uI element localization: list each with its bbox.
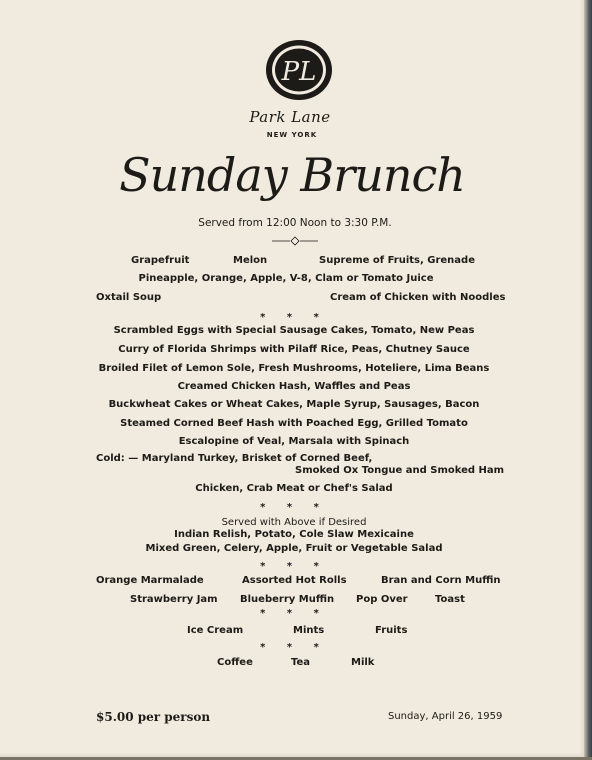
item-oxtail-soup: Oxtail Soup <box>96 292 162 303</box>
sides-greens: Mixed Green, Celery, Apple, Fruit or Vegetable Salad <box>145 543 443 554</box>
separator-stars: * * * <box>260 312 328 323</box>
item-cream-of-chicken: Cream of Chicken with Noodles <box>330 292 506 303</box>
main-item: Buckwheat Cakes or Wheat Cakes, Maple Syrup, Sausages, Bacon <box>108 399 480 410</box>
main-item: Scrambled Eggs with Special Sausage Cakes, Tomato, New Peas <box>113 325 475 336</box>
separator-stars: * * * <box>260 642 328 653</box>
cold-line-1: Cold: — Maryland Turkey, Brisket of Corned Beef, <box>96 453 373 464</box>
item-hot-rolls: Assorted Hot Rolls <box>242 575 347 586</box>
item-milk: Milk <box>351 657 375 668</box>
page-edge <box>584 0 592 760</box>
menu-title: Sunday Brunch <box>119 148 465 202</box>
main-item: Curry of Florida Shrimps with Pilaff Rice, Peas, Chutney Sauce <box>118 344 470 355</box>
item-grapefruit: Grapefruit <box>131 255 190 266</box>
item-melon: Melon <box>233 255 268 266</box>
item-tea: Tea <box>291 657 311 668</box>
main-item: Escalopine of Veal, Marsala with Spinach <box>178 436 410 447</box>
item-fruits: Fruits <box>375 625 408 636</box>
item-strawberry-jam: Strawberry Jam <box>130 594 218 605</box>
item-juices: Pineapple, Orange, Apple, V-8, Clam or Tomato Juice <box>138 273 434 284</box>
item-salad: Chicken, Crab Meat or Chef's Salad <box>195 483 393 494</box>
ornament-divider-icon <box>272 236 318 246</box>
park-lane-monogram-logo <box>264 38 334 102</box>
main-item: Creamed Chicken Hash, Waffles and Peas <box>177 381 411 392</box>
item-blueberry-muffin: Blueberry Muffin <box>240 594 335 605</box>
brand-name: Park Lane <box>249 108 331 126</box>
item-mints: Mints <box>293 625 325 636</box>
item-bran-corn-muffin: Bran and Corn Muffin <box>381 575 501 586</box>
item-ice-cream: Ice Cream <box>187 625 244 636</box>
cold-line-2: Smoked Ox Tongue and Smoked Ham <box>295 465 505 476</box>
separator-stars: * * * <box>260 608 328 619</box>
item-toast: Toast <box>435 594 465 605</box>
separator-stars: * * * <box>260 561 328 572</box>
item-supreme-of-fruits: Supreme of Fruits, Grenade <box>319 255 475 266</box>
main-item: Broiled Filet of Lemon Sole, Fresh Mushrooms, Hoteliere, Lima Beans <box>98 363 490 374</box>
item-orange-marmalade: Orange Marmalade <box>96 575 204 586</box>
item-pop-over: Pop Over <box>356 594 408 605</box>
brand-city: NEW YORK <box>266 131 318 139</box>
item-coffee: Coffee <box>217 657 253 668</box>
sides-relish: Indian Relish, Potato, Cole Slaw Mexicaine <box>174 529 414 540</box>
served-hours: Served from 12:00 Noon to 3:30 P.M. <box>198 217 392 229</box>
separator-stars: * * * <box>260 502 328 513</box>
price-per-person: $5.00 per person <box>96 710 211 724</box>
main-item: Steamed Corned Beef Hash with Poached Egg, Grilled Tomato <box>120 418 468 429</box>
sides-heading: Served with Above if Desired <box>221 517 367 528</box>
menu-date: Sunday, April 26, 1959 <box>388 711 503 722</box>
logo-monogram-text: PL <box>281 57 317 87</box>
